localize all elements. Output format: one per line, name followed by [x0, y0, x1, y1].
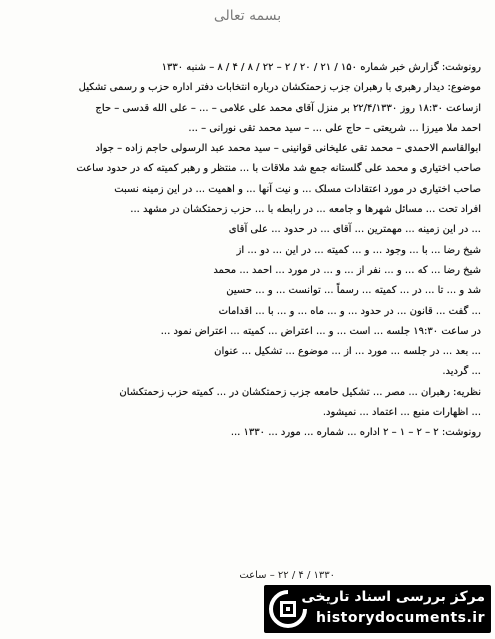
document-line: ... در این زمینه ... مهمترین ... آقای ... در حدود ... علی آقای: [228, 224, 481, 236]
watermark-banner[interactable]: [264, 585, 491, 633]
document-line: ابوالقاسم الاحمدی – محمد تقی علیخانی قوانینی – سید محمد عبد الرسولی حاجم زاده – جواد: [95, 143, 481, 155]
document-date-line: ۱۳۳۰ / ۴ / ۲۲ – ساعت: [239, 570, 335, 581]
document-line: رونوشت: ۲ – ۲ – ۱ – ۲ اداره ... شماره ... مورد ... ۱۳۳۰ ...: [230, 427, 481, 439]
document-line: نظریه: رهبران ... مصر ... تشکیل حامعه جزب زحمتکشان در ... کمیته حزب زحمتکشان: [119, 386, 481, 398]
document-line: ... گردید.: [442, 366, 481, 378]
document-line: ... بعد ... در جلسه ... مورد ... از ... موضوع ... تشکیل ... عنوان: [214, 346, 481, 358]
watermark-title: مرکز بررسی اسناد تاریخی: [301, 589, 485, 605]
document-line: ... اظهارات منبع ... اعتماد ... نمیشود.: [322, 407, 481, 419]
document-heading: بسمه تعالی: [213, 8, 282, 24]
document-line: رونوشت: گزارش خبر شماره ۱۵۰ / ۲۱ / ۲۰ / ۲ – ۲۲ / ۸ / ۴ / ۸ – شنبه ۱۳۳۰: [161, 62, 481, 73]
watermark-url[interactable]: historydocuments.ir: [316, 610, 485, 626]
document-body: [14, 58, 481, 444]
document-line: موضوع: دیدار رهبری با رهبران جزب زحمتکشان درباره انتخابات دفتر اداره حزب و رسمی تشکیل: [78, 82, 481, 94]
document-line: افراد تحت ... مسائل شهرها و جامعه ... در رابطه با ... حزب زحمتکشان در مشهد ...: [130, 204, 481, 216]
document-line: شیخ رضا ... که ... و ... نفر از ... و ... در مورد ... احمد ... محمد: [213, 264, 481, 276]
document-line: شد و ... تا ... در ... کمیته ... رسماً ... توانست ... و ... حسین: [226, 285, 481, 297]
document-line: در ساعت ۱۹:۳۰ جلسه ... است ... و ... اعتراض ... کمیته ... اعتراض نمود ...: [160, 325, 481, 337]
document-line: ... گفت ... قانون ... در حدود ... و ... ماه ... و ... با ... اقدامات: [218, 305, 481, 317]
document-line: صاحب اختیاری در مورد اعتقادات مسلک ... و نیت آنها ... و اهمیت ... در این زمینه نسبت: [114, 183, 481, 195]
document-line: ازساعت ۱۸:۳۰ روز ۲۲/۴/۱۳۳۰ بر منزل آقای محمد علی علامی – ... – علی الله قدسی – حاج: [95, 102, 481, 114]
document-line: احمد ملا میرزا ... شریعتی – حاج علی ... – سید محمد تقی نورانی – ...: [188, 122, 481, 134]
document-line: صاحب اختیاری و محمد علی گلستانه جمع شد ملاقات با ... منتظر و رهبر کمیته که در حدود ساعت: [76, 163, 481, 175]
document-line: شیخ رضا ... با ... وجود ... و ... کمیته ... در این ... دو ... از: [236, 244, 481, 256]
